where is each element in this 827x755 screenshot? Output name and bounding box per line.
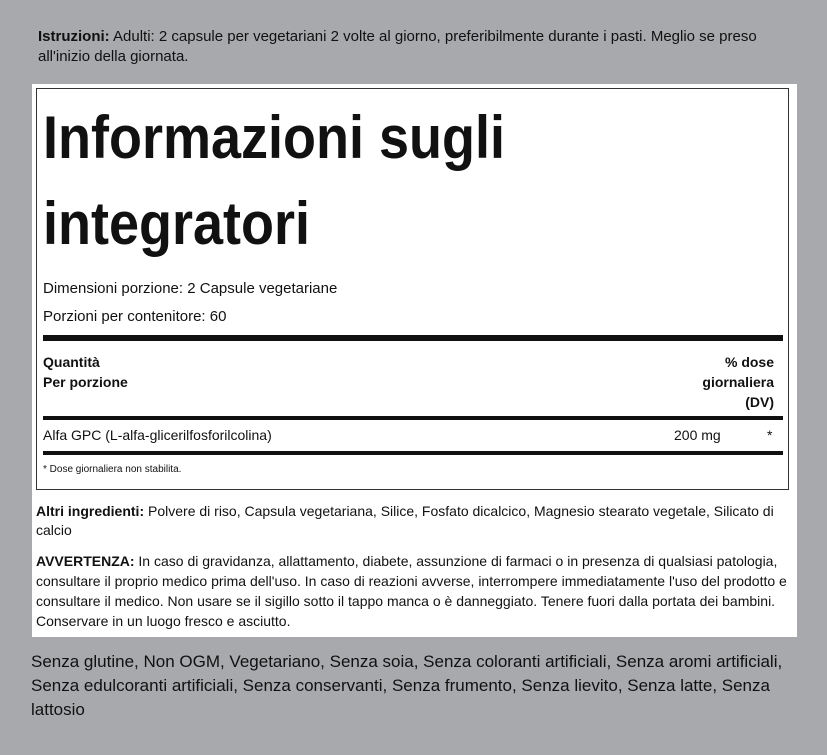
- header-right-3: (DV): [745, 394, 774, 410]
- facts-title-line2: integratori: [43, 190, 311, 257]
- header-left-2: Per porzione: [43, 374, 128, 390]
- instructions-body: Adulti: 2 capsule per vegetariani 2 volte al giorno, preferibilmente durante i pasti. Meglio se preso all'inizio della giornata.: [38, 28, 757, 65]
- divider-thick-top: [43, 335, 783, 341]
- footnote: * Dose giornaliera non stabilita.: [43, 464, 182, 475]
- serving-size: Dimensioni porzione: 2 Capsule vegetariane: [43, 280, 338, 297]
- supplement-facts-box: [36, 88, 789, 490]
- header-right-1: % dose: [724, 354, 774, 370]
- header-left-1: Quantità: [43, 354, 100, 370]
- free-from-claims: Senza glutine, Non OGM, Vegetariano, Senza soia, Senza coloranti artificiali, Senza aromi artificiali, Senza edulcoranti artificiali, Senza conservanti, Senza frumento, Senza lievito, Senza latte, Senza lattosio: [31, 652, 783, 719]
- facts-title-line1: Informazioni sugli: [43, 104, 506, 171]
- divider-thick-mid: [43, 416, 783, 420]
- instructions-label: Istruzioni:: [38, 28, 110, 45]
- warning: [36, 551, 788, 631]
- servings-per-container: Porzioni per contenitore: 60: [43, 308, 227, 325]
- other-ingredients-text: Polvere di riso, Capsula vegetariana, Silice, Fosfato dicalcico, Magnesio stearato vegetale, Silicato di calcio: [36, 503, 774, 538]
- facts-title: [43, 95, 709, 267]
- amount-per-serving-header: [43, 352, 128, 392]
- other-ingredients: [36, 502, 781, 540]
- divider-thick-bottom: [43, 451, 783, 455]
- header-right-2: giornaliera: [702, 374, 774, 390]
- daily-value-header: [702, 352, 774, 412]
- ingredient-name: Alfa GPC (L-alfa-glicerilfosforilcolina): [43, 427, 272, 443]
- other-ingredients-label: Altri ingredienti:: [36, 503, 145, 519]
- warning-text: In caso di gravidanza, allattamento, diabete, assunzione di farmaci o in presenza di qualsiasi patologia, consultare il proprio medico prima dell'uso. In caso di reazioni avverse, interrompere immediatamente l'uso del prodotto e consultare il medico. Non usare se il sigillo sotto il tappo manca o è danneggiato. Tenere fuori dalla portata dei bambini. Conservare in un luogo fresco e asciutto.: [36, 553, 787, 629]
- instructions-text: [38, 27, 798, 67]
- ingredient-amount: 200 mg: [674, 427, 721, 443]
- ingredient-dv: *: [767, 427, 773, 443]
- warning-label: AVVERTENZA:: [36, 553, 135, 569]
